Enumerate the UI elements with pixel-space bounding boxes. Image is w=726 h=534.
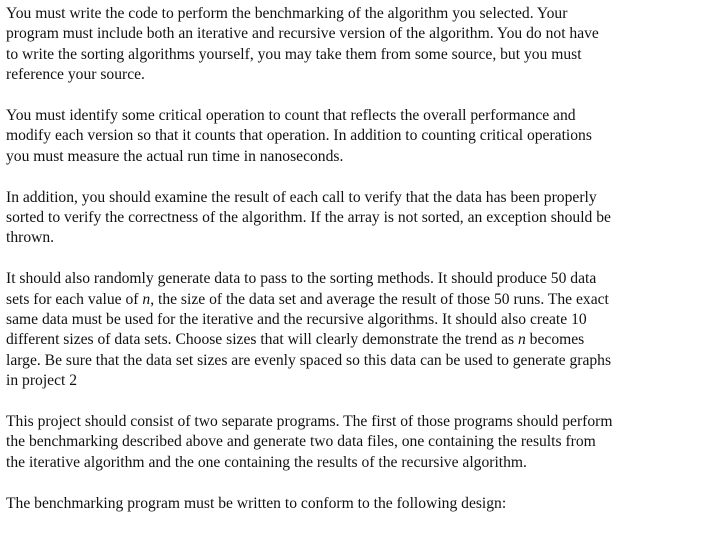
text-line: you must measure the actual run time in nanoseconds. — [6, 147, 344, 165]
text-line: same data must be used for the iterative and the recursive algorithms. It should also create 10 — [6, 311, 587, 329]
text-line: reference your source. — [6, 66, 145, 84]
text-line: modify each version so that it counts that operation. In addition to counting critical operations — [6, 127, 592, 145]
text-line: The benchmarking program must be written to conform to the following design: — [6, 494, 507, 512]
text-line: You must write the code to perform the benchmarking of the algorithm you selected. Your — [6, 5, 568, 22]
text-line: You must identify some critical operation to count that reflects the overall performance and — [6, 107, 576, 125]
text-line: to write the sorting algorithms yourself, you may take them from some source, but you must — [6, 45, 582, 63]
paragraph-verify-sorted — [6, 188, 706, 249]
text-line: In addition, you should examine the result of each call to verify that the data has been properly — [6, 188, 597, 206]
text-line: in project 2 — [6, 372, 78, 390]
text-line: large. Be sure that the data set sizes are evenly spaced so this data can be used to generate graphs — [6, 351, 612, 369]
text-segment: , the size of the data set and average the result of those 50 runs. The exact — [150, 290, 609, 308]
text-line: program must include both an iterative and recursive version of the algorithm. You do not have — [6, 25, 599, 43]
paragraph-two-programs — [6, 412, 706, 473]
text-line: thrown. — [6, 229, 55, 247]
text-line — [6, 290, 706, 310]
text-segment: sets for each value of — [6, 290, 143, 308]
text-line: sorted to verify the correctness of the algorithm. If the array is not sorted, an exception should be — [6, 209, 611, 227]
paragraph-benchmark-code — [6, 4, 706, 86]
text-segment: different sizes of data sets. Choose sizes that will clearly demonstrate the trend as — [6, 331, 518, 349]
text-segment: becomes — [525, 331, 585, 349]
document-body — [6, 4, 706, 534]
text-line: the benchmarking described above and generate two data files, one containing the results from — [6, 433, 596, 451]
paragraph-critical-operation — [6, 106, 706, 167]
text-line: It should also randomly generate data to pass to the sorting methods. It should produce 50 data — [6, 270, 597, 288]
variable-n: n — [517, 331, 526, 349]
text-line: the iterative algorithm and the one containing the results of the recursive algorithm. — [6, 453, 527, 471]
text-line — [6, 330, 706, 350]
paragraph-design — [6, 494, 706, 514]
text-line: This project should consist of two separate programs. The first of those programs should perform — [6, 413, 613, 431]
variable-n: n — [142, 290, 151, 308]
paragraph-random-data — [6, 269, 706, 391]
